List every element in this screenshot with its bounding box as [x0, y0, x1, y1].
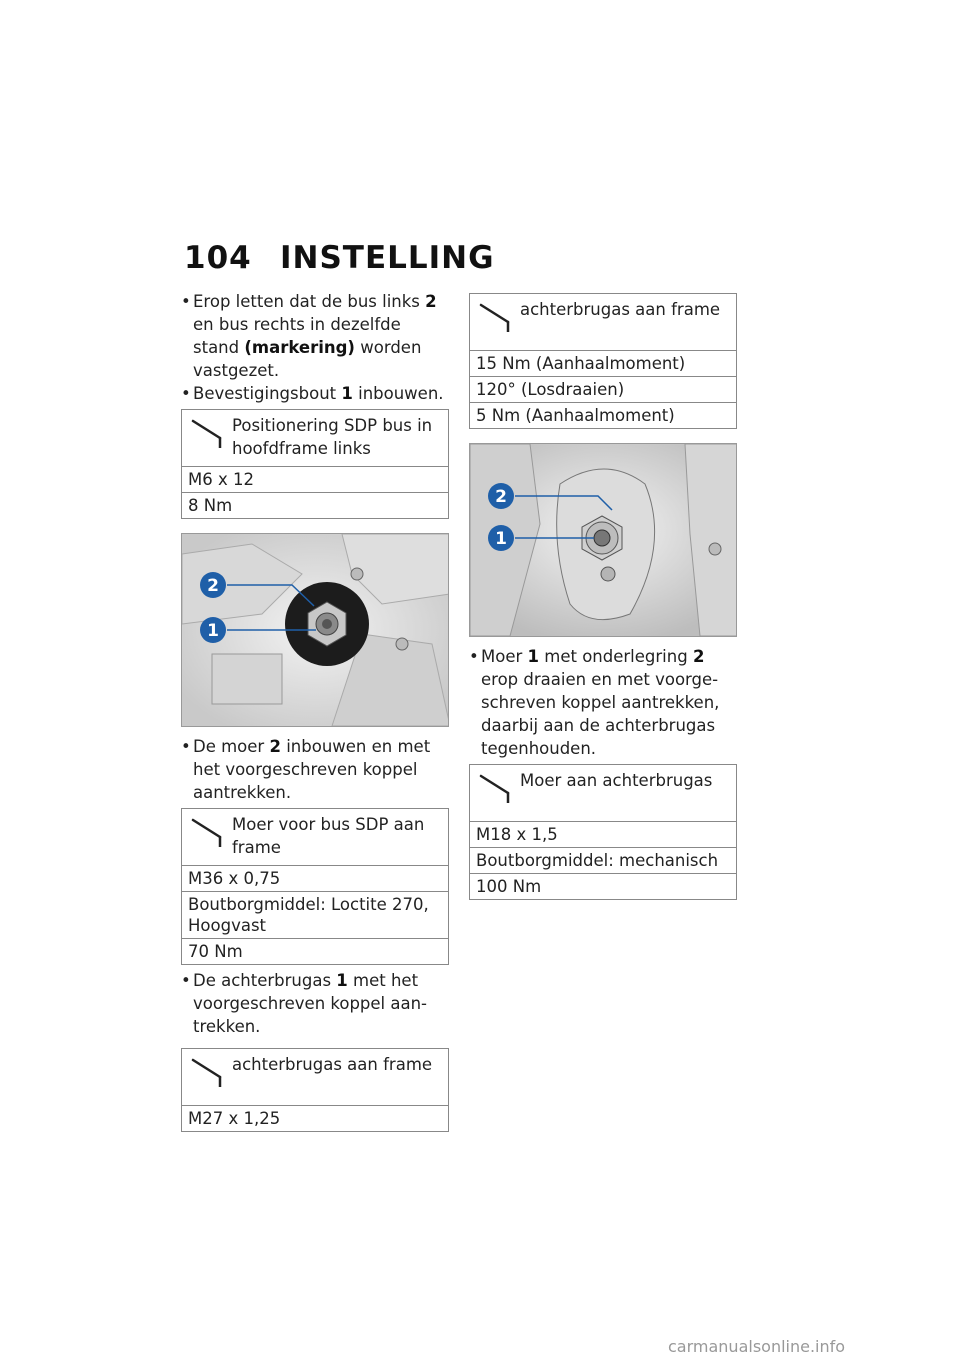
bullet-dot-icon: •: [181, 292, 191, 311]
spec-row: Boutborgmiddel: mechanisch: [470, 848, 736, 874]
photo-bus-nut: [181, 533, 449, 727]
torque-wrench-icon: [190, 817, 226, 847]
spec-row: 15 Nm (Aanhaalmoment): [470, 351, 736, 377]
spec-row: M27 x 1,25: [188, 1109, 281, 1128]
spec-title: achterbrugas aan frame: [520, 300, 721, 319]
photo-axle-nut: [469, 443, 737, 637]
torque-wrench-icon: [190, 1057, 226, 1087]
svg-text:1: 1: [495, 529, 507, 549]
svg-text:2: 2: [495, 487, 507, 507]
right-column: [469, 293, 737, 904]
torque-wrench-icon: [478, 773, 514, 803]
spec-row: 120° (Losdraaien): [470, 377, 736, 403]
watermark: carmanualsonline.info: [668, 1337, 846, 1356]
spec-row: 8 Nm: [188, 496, 233, 515]
spec-title: Positionering SDP bus in hoofdframe links: [232, 416, 433, 458]
spec-title: achterbrugas aan frame: [232, 1055, 433, 1074]
bullet-dot-icon: •: [181, 737, 191, 756]
spec-row: M36 x 0,75: [182, 866, 448, 892]
spec-header: [470, 765, 736, 822]
bullet-dot-icon: •: [181, 384, 191, 403]
torque-spec-table: [181, 1048, 449, 1132]
instruction-bullet: • De moer 2 inbouwen en met het voorgeschreven koppel aantrekken.: [181, 737, 431, 802]
left-column: [181, 290, 449, 1136]
page-header: [184, 240, 495, 276]
instruction-bullet: • Erop letten dat de bus links 2 en bus rechts in dezelfde stand (markering) worden vastgezet.: [181, 292, 437, 380]
spec-row: 5 Nm (Aanhaalmoment): [476, 406, 675, 425]
spec-title: Moer voor bus SDP aan frame: [232, 815, 425, 857]
spec-header: [182, 809, 448, 866]
bullet-dot-icon: •: [469, 647, 479, 666]
torque-spec-table: [181, 409, 449, 519]
spec-header: [182, 410, 448, 467]
spec-row: 70 Nm: [188, 942, 243, 961]
torque-wrench-icon: [190, 418, 226, 448]
svg-text:2: 2: [207, 576, 219, 596]
instruction-bullet: • Bevestigingsbout 1 inbouwen.: [181, 384, 444, 403]
page-title: INSTELLING: [280, 240, 495, 276]
photo-callouts: [470, 444, 737, 636]
spec-header: [470, 294, 736, 351]
photo-callouts: [182, 534, 449, 726]
bullet-dot-icon: •: [181, 971, 191, 990]
spec-row: M6 x 12: [182, 467, 448, 493]
torque-spec-table: [181, 808, 449, 965]
spec-row: M18 x 1,5: [470, 822, 736, 848]
torque-spec-table: [469, 293, 737, 429]
instruction-bullet: • De achterbrugas 1 met het voorgeschreven koppel aan-trekken.: [181, 971, 428, 1036]
svg-text:1: 1: [207, 621, 219, 641]
spec-row: Boutborgmiddel: Loctite 270, Hoogvast: [182, 892, 448, 939]
page-number: 104: [184, 240, 252, 276]
spec-title: Moer aan achterbrugas: [520, 771, 713, 790]
spec-header: [182, 1049, 448, 1106]
spec-row: 100 Nm: [476, 877, 542, 896]
instruction-bullet: • Moer 1 met onderlegring 2 erop draaien en met voorge-schreven koppel aantrekken, daarbij aan de achterbrugas tegenhouden.: [469, 647, 720, 758]
torque-wrench-icon: [478, 302, 514, 332]
torque-spec-table: [469, 764, 737, 900]
